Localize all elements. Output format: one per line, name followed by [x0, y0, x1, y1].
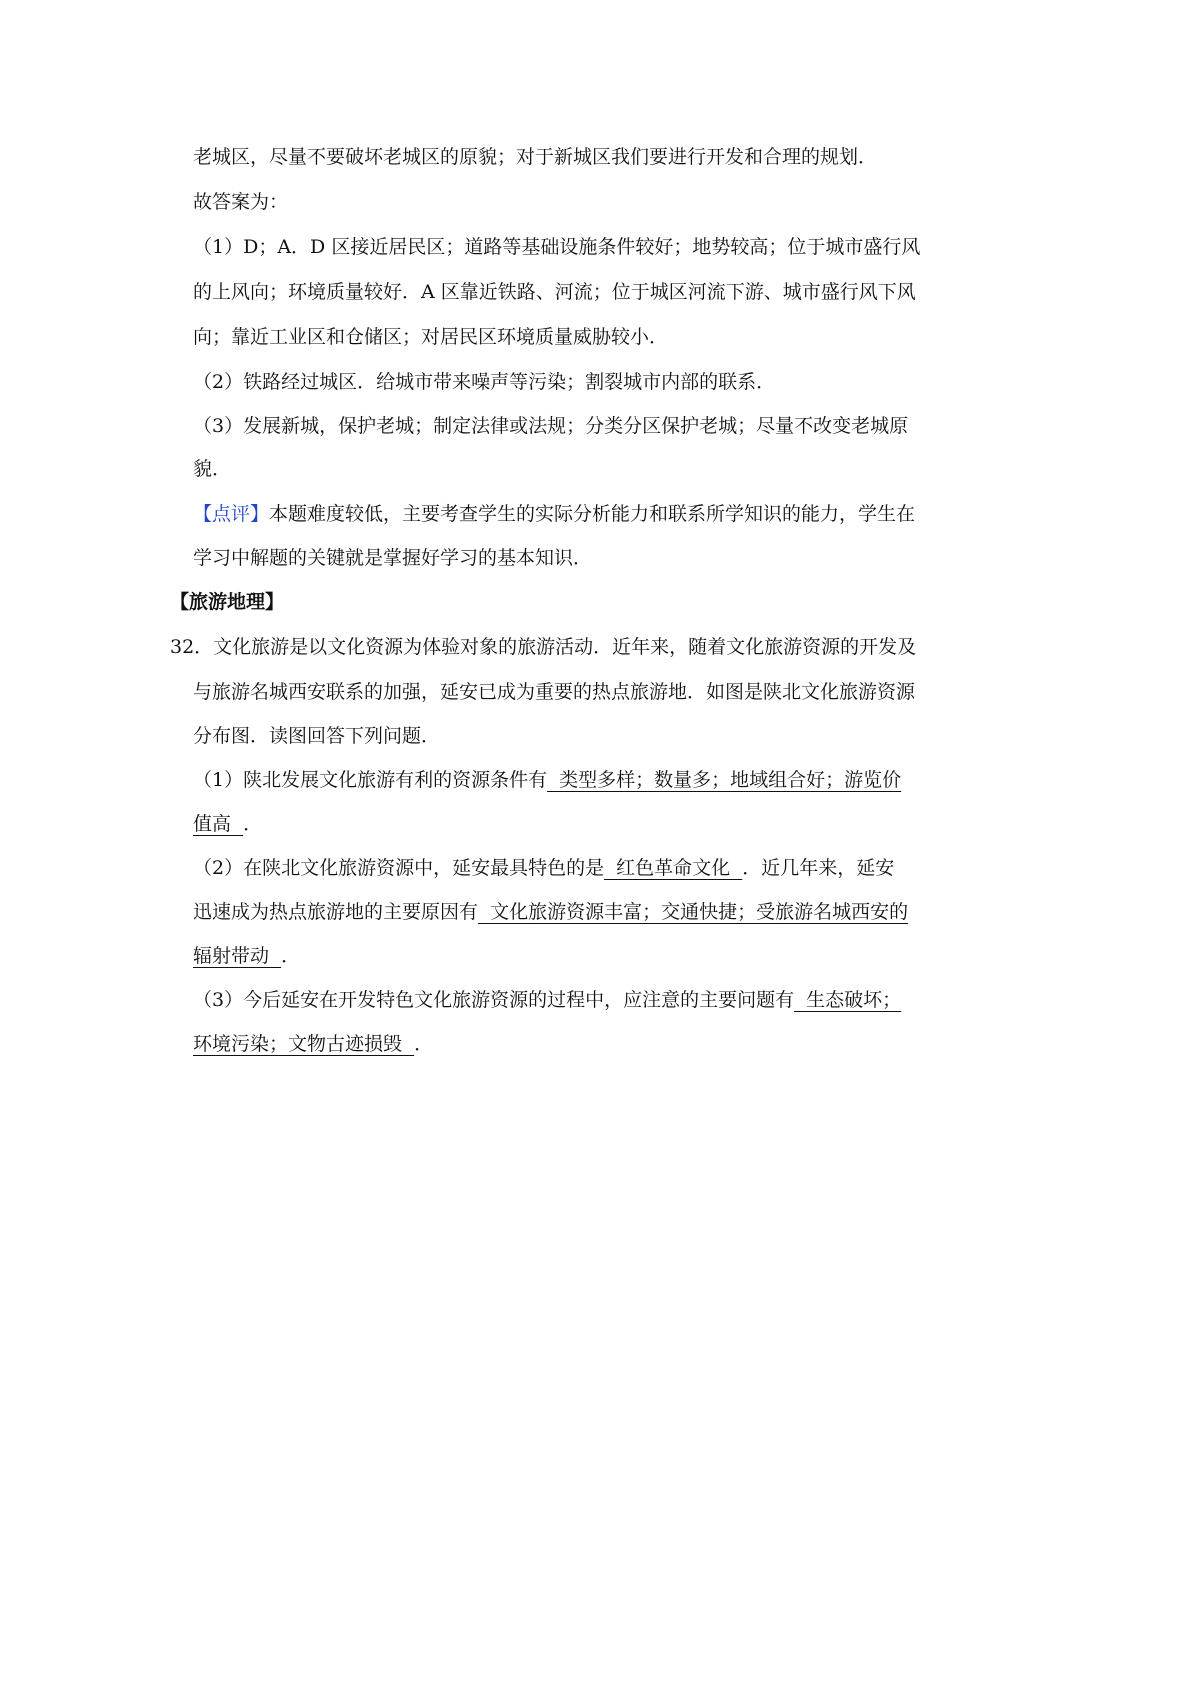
answer-text-line: 向；靠近工业区和仓储区；对居民区环境质量威胁较小． [193, 326, 669, 348]
comment-tag: 【点评】 [193, 503, 270, 525]
sub-question-line [193, 768, 901, 792]
answer-text-line: 的上风向；环境质量较好．A 区靠近铁路、河流；位于城区河流下游、城市盛行风下风 [193, 281, 916, 303]
answer-text-line: （1）D；A．D 区接近居民区；道路等基础设施条件较好；地势较高；位于城市盛行风 [193, 236, 921, 258]
comment-line [193, 502, 915, 526]
answer-text-line: （2）铁路经过城区．给城市带来噪声等污染；割裂城市内部的联系． [193, 371, 776, 393]
answer-blank: 辐射带动 [193, 945, 282, 967]
sub-question-text: ．近几年来，延安 [742, 857, 895, 879]
question-stem-line: 分布图．读图回答下列问题． [193, 725, 441, 747]
comment-line: 学习中解题的关键就是掌握好学习的基本知识． [193, 547, 593, 569]
answer-blank: 文化旅游资源丰富；交通快捷；受旅游名城西安的 [478, 901, 909, 923]
sub-question-prefix: （3）今后延安在开发特色文化旅游资源的过程中，应注意的主要问题有 [193, 989, 795, 1011]
answer-text-line: 老城区，尽量不要破坏老城区的原貌；对于新城区我们要进行开发和合理的规划． [193, 146, 878, 168]
sub-question-line [193, 900, 908, 924]
sub-question-end: ． [243, 813, 263, 835]
sub-question-line [193, 944, 300, 968]
answer-blank: 红色革命文化 [604, 857, 743, 879]
sub-question-line [193, 856, 894, 880]
answer-blank: 环境污染；文物古迹损毁 [193, 1033, 415, 1055]
sub-question-line [193, 988, 901, 1012]
question-stem-line: 32．文化旅游是以文化资源为体验对象的旅游活动．近年来，随着文化旅游资源的开发及 [170, 636, 917, 658]
answer-blank: 生态破坏； [794, 989, 902, 1011]
comment-text: 本题难度较低，主要考查学生的实际分析能力和联系所学知识的能力，学生在 [269, 503, 916, 525]
question-stem-line: 与旅游名城西安联系的加强，延安已成为重要的热点旅游地．如图是陕北文化旅游资源 [193, 681, 916, 703]
answer-text-line: （3）发展新城，保护老城；制定法律或法规；分类分区保护老城；尽量不改变老城原 [193, 415, 909, 437]
answer-label: 故答案为： [193, 191, 289, 213]
sub-question-prefix: 迅速成为热点旅游地的主要原因有 [193, 901, 479, 923]
answer-blank: 值高 [193, 813, 244, 835]
answer-text-line: 貌． [193, 458, 232, 480]
sub-question-prefix: （1）陕北发展文化旅游有利的资源条件有 [193, 769, 548, 791]
sub-question-prefix: （2）在陕北文化旅游资源中，延安最具特色的是 [193, 857, 605, 879]
sub-question-end: ． [414, 1033, 434, 1055]
sub-question-line [193, 1032, 433, 1056]
sub-question-end: ． [281, 945, 301, 967]
sub-question-line [193, 812, 262, 836]
answer-blank: 类型多样；数量多；地域组合好；游览价 [547, 769, 902, 791]
section-heading: 【旅游地理】 [170, 591, 285, 613]
